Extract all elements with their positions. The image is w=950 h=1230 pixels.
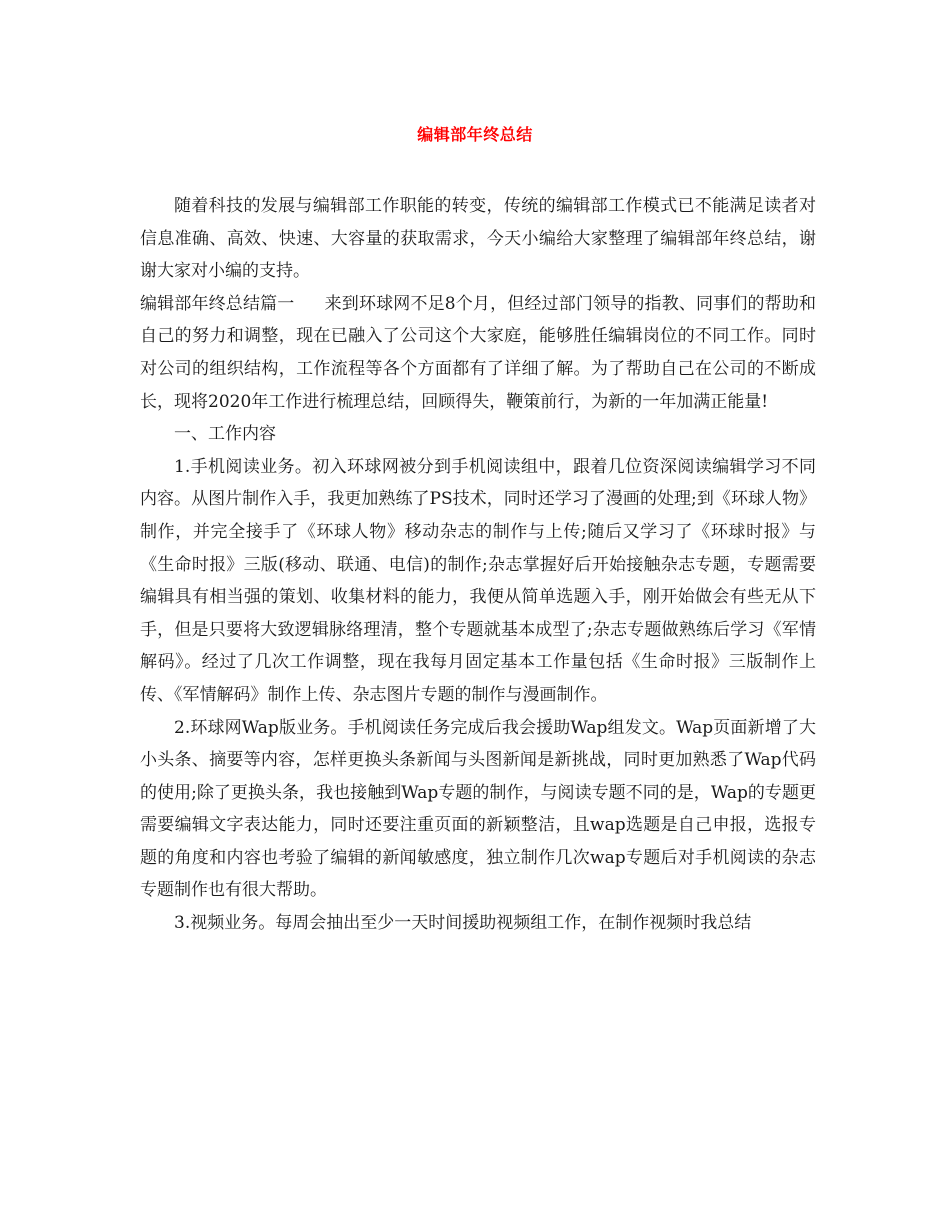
part1-label: 编辑部年终总结篇一 [140,293,295,314]
part1-paragraph [140,288,816,418]
item3-paragraph: 3.视频业务。每周会抽出至少一天时间援助视频组工作，在制作视频时我总结 [174,913,752,934]
intro-paragraph: 随着科技的发展与编辑部工作职能的转变，传统的编辑部工作模式已不能满足读者对信息准确、高效、快速、大容量的获取需求，今天小编给大家整理了编辑部年终总结，谢谢大家对小编的支持。 [140,196,816,282]
item1-paragraph: 1.手机阅读业务。初入环球网被分到手机阅读组中，跟着几位资深阅读编辑学习不同内容。从图片制作入手，我更加熟练了PS技术，同时还学习了漫画的处理;到《环球人物》制作，并完全接手了《环球人物》移动杂志的制作与上传;随后又学习了《环球时报》与《生命时报》三版(移动、联通、电信)的制作;杂志掌握好后开始接触杂志专题，专题需要编辑具有相当强的策划、收集材料的能力，我便从简单选题入手，刚开始做会有些无从下手，但是只要将大致逻辑脉络理清，整个专题就基本成型了;杂志专题做熟练后学习《军情解码》。经过了几次工作调整，现在我每月固定基本工作量包括《生命时报》三版制作上传、《军情解码》制作上传、杂志图片专题的制作与漫画制作。 [140,456,816,705]
document-title: 编辑部年终总结 [417,125,533,144]
part1-text: 来到环球网不足8个月，但经过部门领导的指教、同事们的帮助和自己的努力和调整，现在已融入了公司这个大家庭，能够胜任编辑岗位的不同工作。同时对公司的组织结构，工作流程等各个方面都有了详细了解。为了帮助自己在公司的不断成长，现将2020年工作进行梳理总结，回顾得失，鞭策前行，为新的一年加满正能量! [140,293,816,412]
item2-paragraph: 2.环球网Wap版业务。手机阅读任务完成后我会援助Wap组发文。Wap页面新增了大小头条、摘要等内容，怎样更换头条新闻与头图新闻是新挑战，同时更加熟悉了Wap代码的使用;除了更换头条，我也接触到Wap专题的制作，与阅读专题不同的是，Wap的专题更需要编辑文字表达能力，同时还要注重页面的新颖整洁，且wap选题是自己申报，选报专题的角度和内容也考验了编辑的新闻敏感度，独立制作几次wap专题后对手机阅读的杂志专题制作也有很大帮助。 [140,717,816,901]
section-heading-work-content: 一、工作内容 [174,424,276,445]
document-body [140,190,816,940]
